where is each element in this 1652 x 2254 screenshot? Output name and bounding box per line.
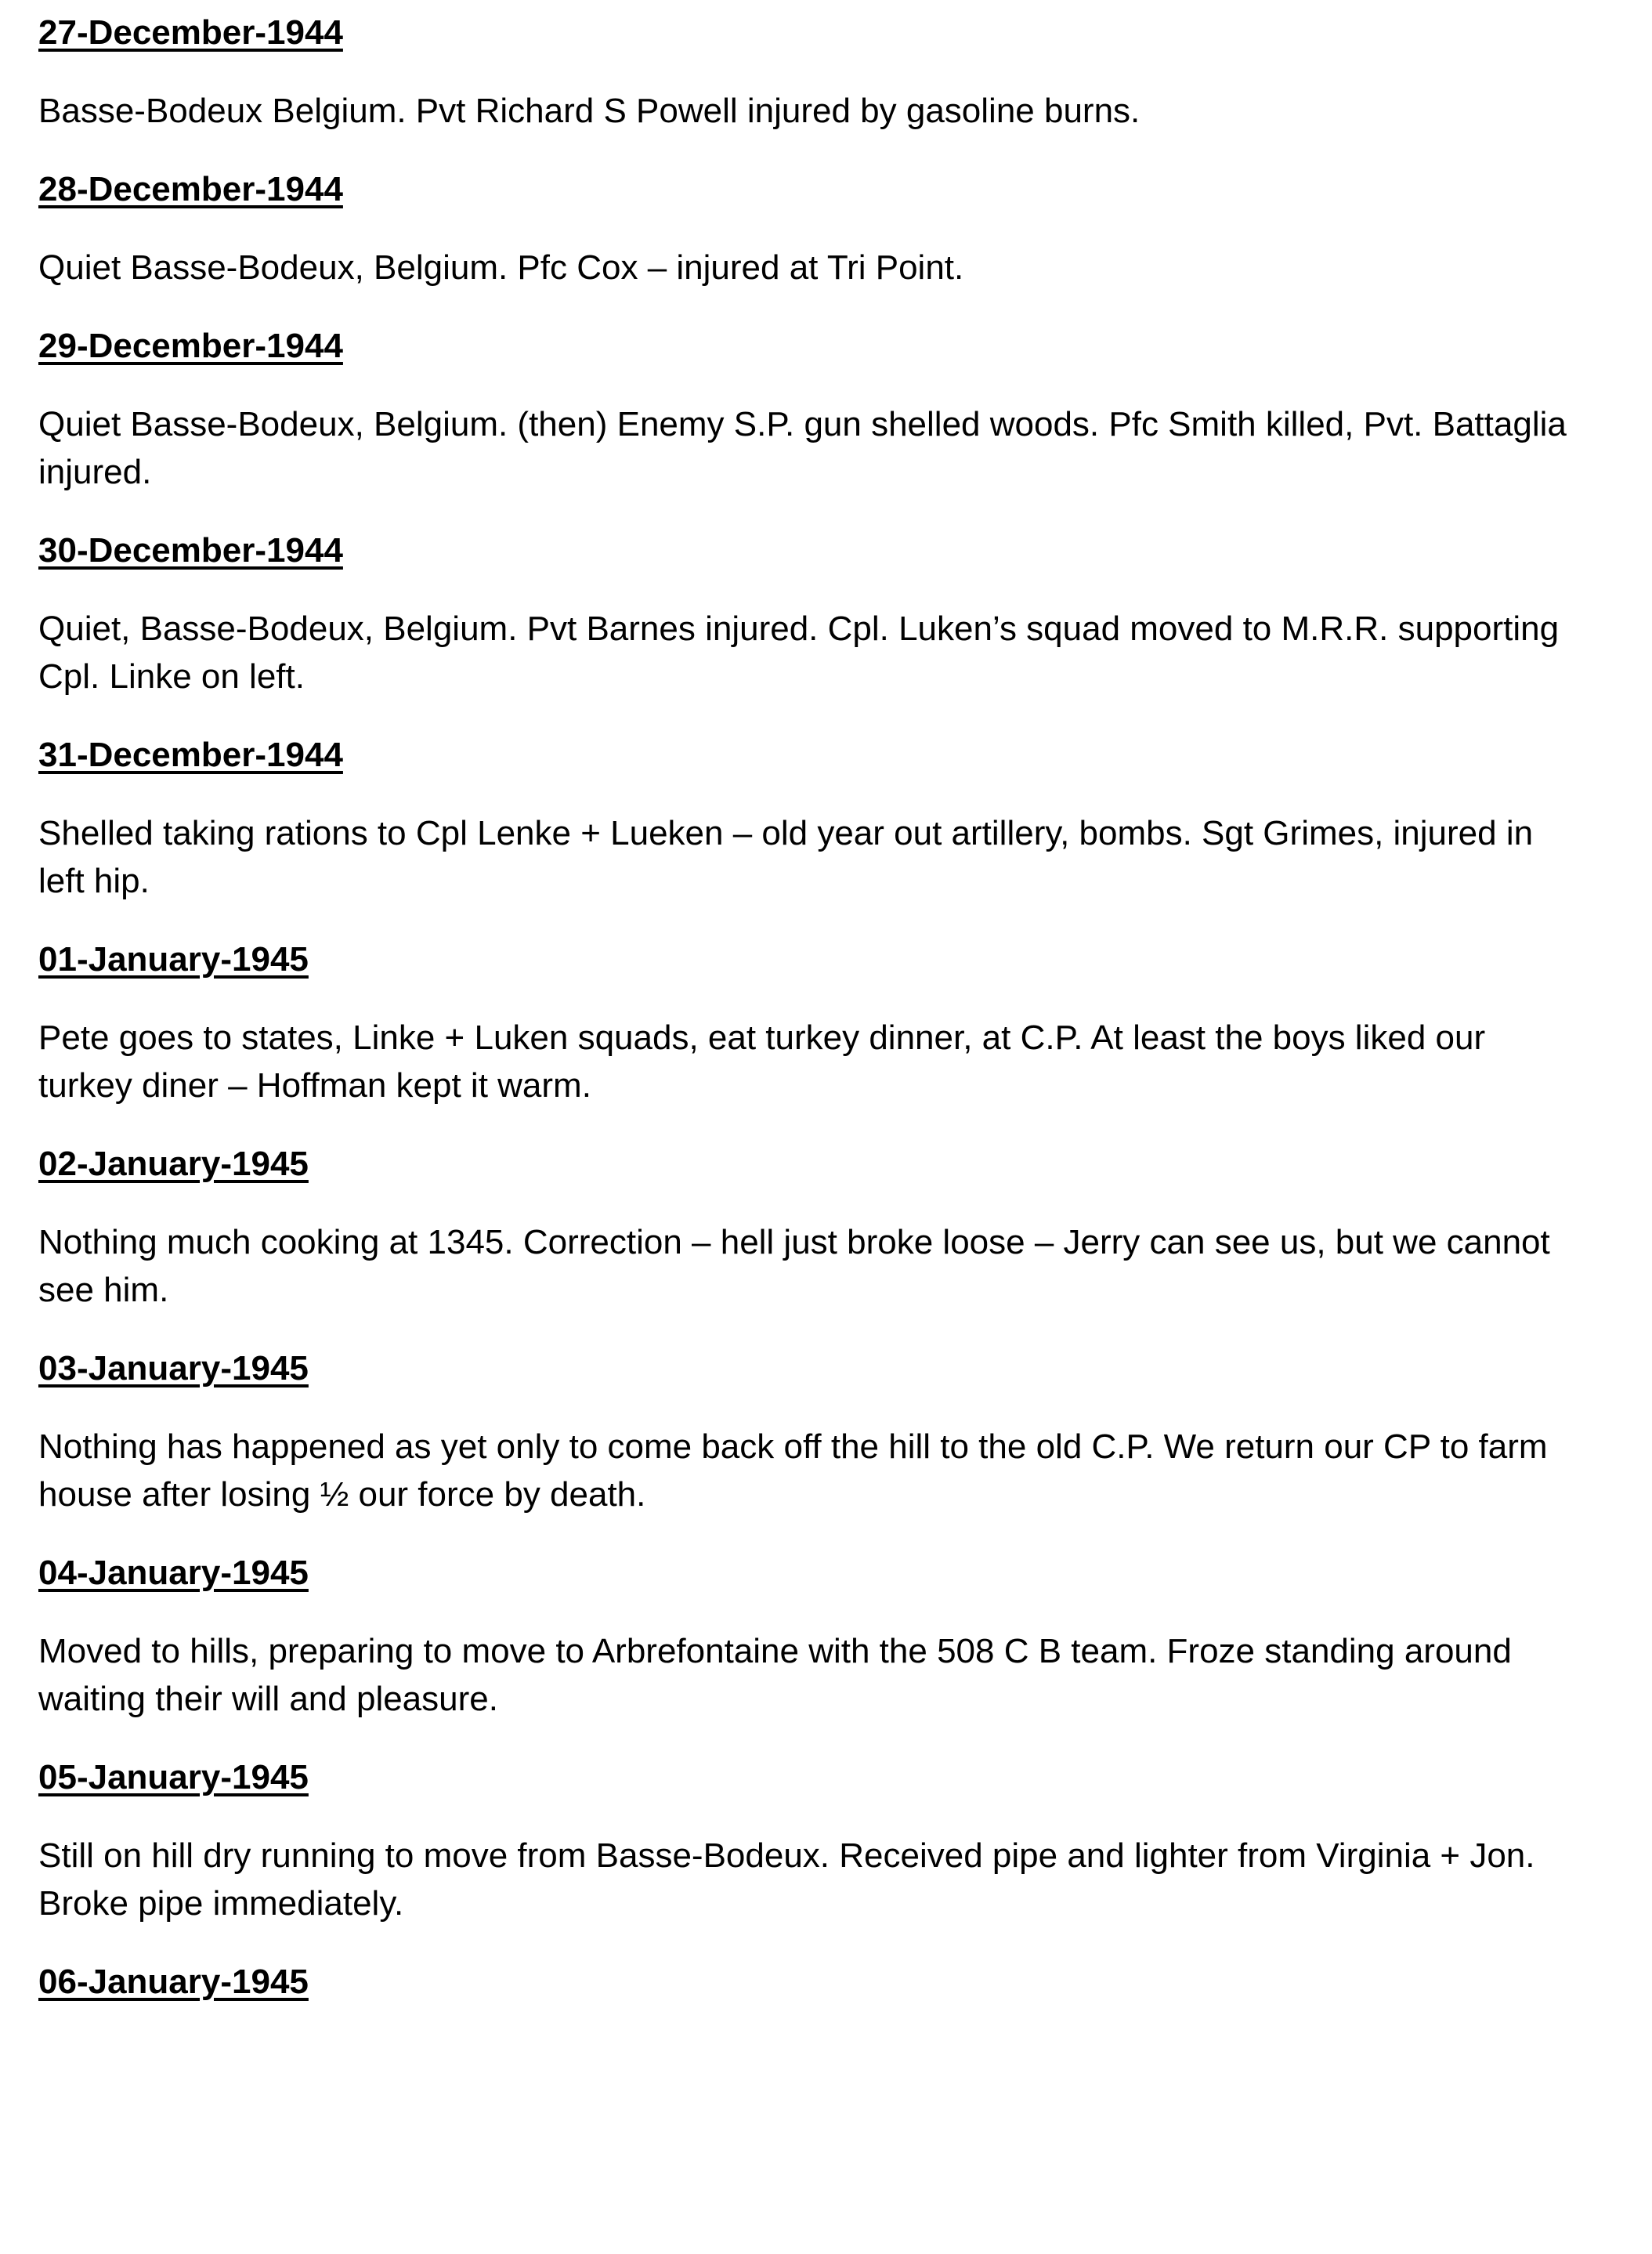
entry-text: Basse-Bodeux Belgium. Pvt Richard S Powell injured by gasoline burns.: [38, 92, 1140, 130]
entry-date: 01-January-1945: [38, 940, 309, 979]
entry-date: 31-December-1944: [38, 736, 343, 774]
entry-text: Shelled taking rations to Cpl Lenke + Lueken – old year out artillery, bombs. Sgt Grimes, injured in left hip.: [38, 814, 1534, 900]
entry-date: 04-January-1945: [38, 1554, 309, 1592]
entry-text: Quiet, Basse-Bodeux, Belgium. Pvt Barnes injured. Cpl. Luken’s squad moved to M.R.R. supporting Cpl. Linke on left.: [38, 610, 1560, 696]
entry-date: 29-December-1944: [38, 327, 343, 365]
entry-text: Nothing much cooking at 1345. Correction – hell just broke loose – Jerry can see us, but we cannot see him.: [38, 1223, 1550, 1309]
entry-text: Quiet Basse-Bodeux, Belgium. Pfc Cox – injured at Tri Point.: [38, 248, 964, 287]
entry-text: Pete goes to states, Linke + Luken squads, eat turkey dinner, at C.P. At least the boys liked our turkey diner – Hoffman kept it warm.: [38, 1018, 1486, 1105]
entry-date: 28-December-1944: [38, 170, 343, 208]
entry-date: 30-December-1944: [38, 531, 343, 570]
entry-date: 05-January-1945: [38, 1758, 309, 1796]
entry-date: 02-January-1945: [38, 1145, 309, 1183]
entry-text: Nothing has happened as yet only to come back off the hill to the old C.P. We return our CP to farm house after losing ½ our force by death.: [38, 1427, 1548, 1514]
entry-text: Quiet Basse-Bodeux, Belgium. (then) Enemy S.P. gun shelled woods. Pfc Smith killed, Pvt. Battaglia injured.: [38, 405, 1567, 491]
entry-date: 06-January-1945: [38, 1963, 309, 2001]
entry-date: 27-December-1944: [38, 13, 343, 52]
entry-text: Still on hill dry running to move from Basse-Bodeux. Received pipe and lighter from Virginia + Jon. Broke pipe immediately.: [38, 1836, 1535, 1923]
entry-text: Moved to hills, preparing to move to Arbrefontaine with the 508 C B team. Froze standing around waiting their will and pleasure.: [38, 1632, 1512, 1718]
entry-date: 03-January-1945: [38, 1349, 309, 1387]
